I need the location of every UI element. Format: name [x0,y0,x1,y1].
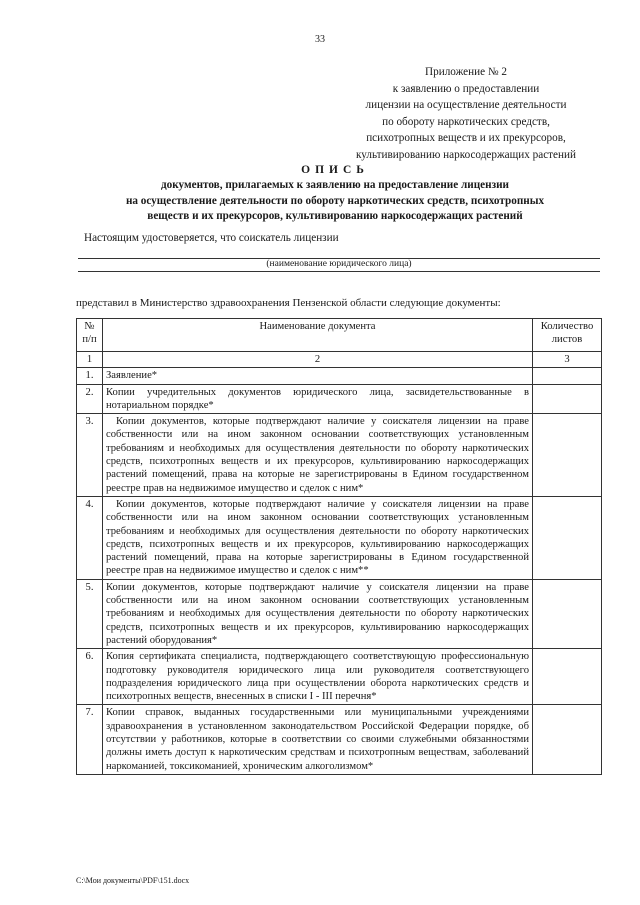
title-line: на осуществление деятельности по обороту наркотических средств, психотропных [125,194,545,207]
table-row [77,705,602,774]
row-sheet-count[interactable] [533,384,602,414]
title-main: ОПИСЬ [301,164,369,176]
row-number: 3. [77,414,103,497]
appendix-line: лицензии на осуществление деятельности [365,99,567,112]
row-sheet-count[interactable] [533,496,602,579]
applicant-caption: (наименование юридического лица) [78,259,600,272]
document-title [70,164,600,225]
header-qty: Количество листов [533,319,602,352]
header-num: № п/п [77,319,103,352]
row-sheet-count[interactable] [533,649,602,705]
documents-table [76,318,602,775]
row-sheet-count[interactable] [533,368,602,384]
page-number: 33 [315,34,325,45]
row-number: 5. [77,579,103,648]
row-number: 2. [77,384,103,414]
row-document-name: Копии учредительных документов юридического лица, засвидетельствованные в нотариальном порядке* [103,384,533,414]
table-header-row [77,319,602,352]
appendix-line: психотропных веществ и их прекурсоров, [366,132,566,145]
title-line: веществ и их прекурсоров, культивированию наркосодержащих растений [147,210,523,223]
file-path-footer: C:\Мои документы\PDF\151.docx [76,876,190,885]
certify-text: Настоящим удостоверяется, что соискатель лицензии [84,232,339,244]
row-number: 1. [77,368,103,384]
appendix-line: по обороту наркотических средств, [382,115,550,128]
presented-text: представил в Министерство здравоохранения Пензенской области следующие документы: [76,297,501,309]
table-row [77,579,602,648]
appendix-line: культивированию наркосодержащих растений [355,148,576,161]
title-line: документов, прилагаемых к заявлению на предоставление лицензии [161,179,509,191]
col-number: 1 [77,352,103,368]
appendix-line: Приложение № 2 [425,66,507,78]
appendix-line: к заявлению о предоставлении [392,82,540,95]
row-document-name: Копии справок, выданных государственными или муниципальными учреждениями здравоохранения в установленном законодательством Российской Федерации порядке, об отсутствии у работников, которые в соответствии со своими служебными обязанностями должны иметь доступ к наркотическим средствам и психотропным веществам, заболеваний наркоманией, токсикоманией, хроническим алкоголизмом* [103,705,533,774]
row-document-name: Копии документов, которые подтверждают наличие у соискателя лицензии на праве собственности или на ином законном основании соответствующих установленным требованиям и необходимых для осуществления деятельности по обороту наркотических средств, психотропных веществ и их прекурсоров, культивированию наркосодержащих растений помещений, права на которые не зарегистрированы в Едином государственном реестре прав на недвижимое имущество и сделок с ним* [103,414,533,497]
table-row [77,496,602,579]
title-subtitle [70,178,600,225]
header-name: Наименование документа [103,319,533,352]
row-sheet-count[interactable] [533,705,602,774]
row-sheet-count[interactable] [533,579,602,648]
row-document-name: Копия сертификата специалиста, подтверждающего соответствующую профессиональную подготовку руководителя юридического лица или руководителя соответствующего подразделения юридического лица при осуществлении оборота наркотических средств и психотропных веществ, внесенных в списки I - III перечня* [103,649,533,705]
table-row [77,368,602,384]
row-number: 6. [77,649,103,705]
row-document-name: Копии документов, которые подтверждают наличие у соискателя лицензии на праве собственности или на ином законном основании соответствующих установленным требованиям и необходимых для осуществления деятельности по обороту наркотических средств, психотропных веществ и их прекурсоров, культивированию наркосодержащих растений оборудования* [103,579,533,648]
col-number: 3 [533,352,602,368]
appendix-block [330,64,602,164]
row-number: 7. [77,705,103,774]
row-document-name: Заявление* [103,368,533,384]
table-row [77,649,602,705]
col-number: 2 [103,352,533,368]
row-document-name: Копии документов, которые подтверждают наличие у соискателя лицензии на праве собственности или на ином законном основании соответствующих установленным требованиям и необходимых для осуществления деятельности по обороту наркотических средств, психотропных веществ и их прекурсоров, культивированию наркосодержащих растений помещений, права на которые зарегистрированы в Едином государственной реестре прав на недвижимое имущество и сделок с ним** [103,496,533,579]
column-number-row [77,352,602,368]
table-row [77,414,602,497]
row-number: 4. [77,496,103,579]
table-row [77,384,602,414]
row-sheet-count[interactable] [533,414,602,497]
